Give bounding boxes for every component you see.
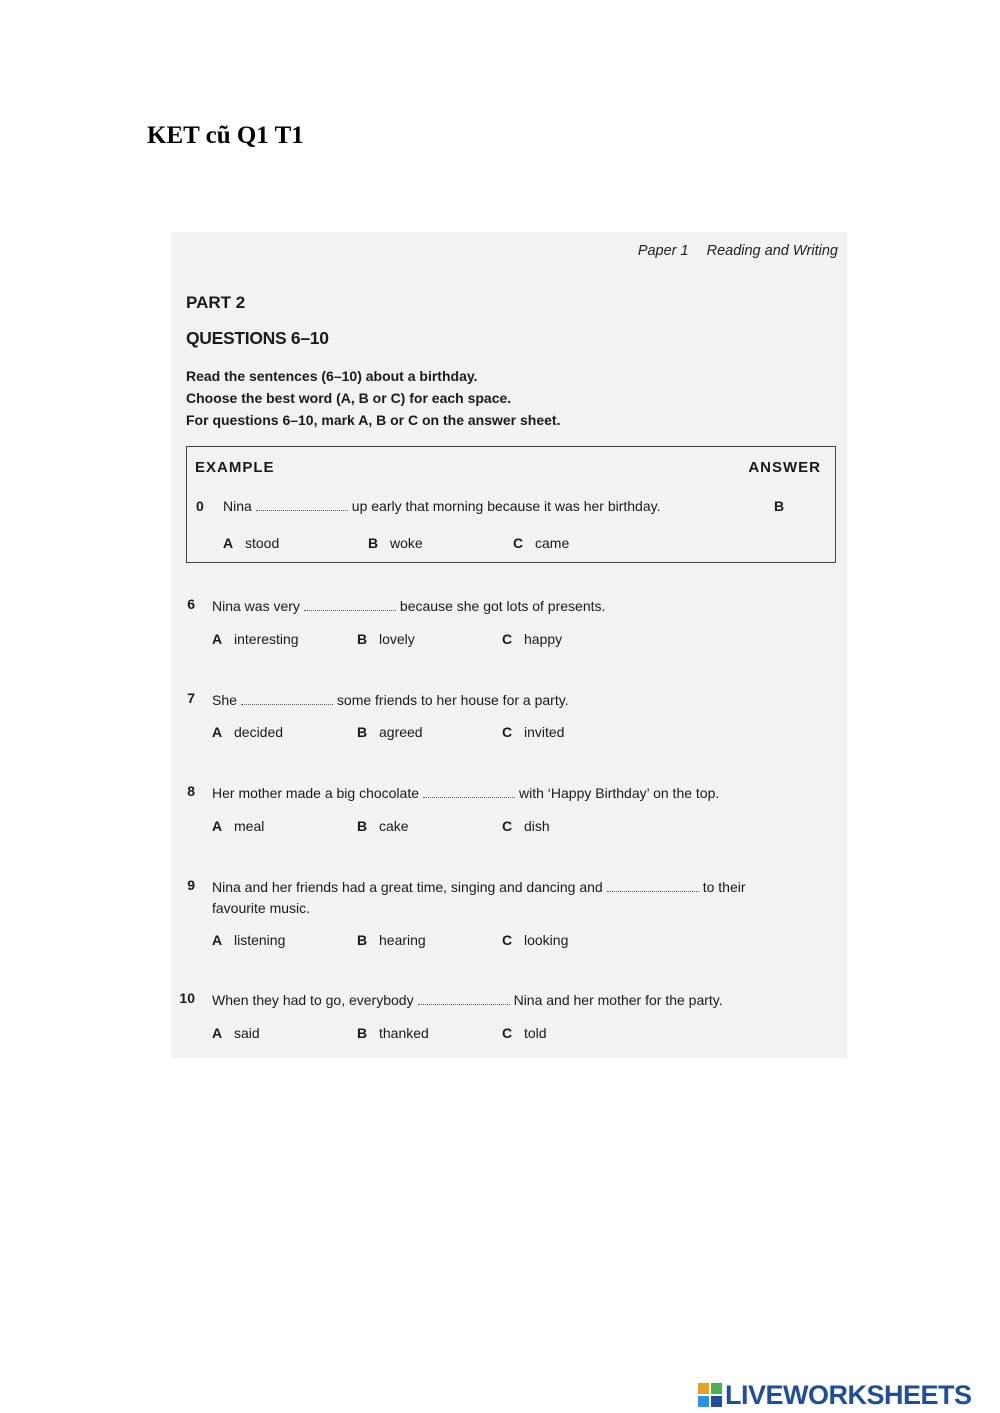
option-b: B agreed xyxy=(357,724,423,740)
paper-number: Paper 1 xyxy=(637,243,689,259)
paper-header xyxy=(638,243,838,259)
question-text: Her mother made a big chocolate with ‘Happy Birthday’ on the top. xyxy=(212,785,720,801)
question-text: She some friends to her house for a party. xyxy=(212,692,569,708)
answer-blank xyxy=(256,509,348,511)
question-number: 6 xyxy=(187,596,195,612)
option-c: C invited xyxy=(502,724,565,740)
option-b: B lovely xyxy=(357,631,415,647)
option-a: A said xyxy=(212,1025,260,1041)
option-b: B woke xyxy=(368,535,423,551)
paper-section: Reading and Writing xyxy=(706,243,838,259)
instruction-line: For questions 6–10, mark A, B or C on the answer sheet. xyxy=(186,412,561,428)
instruction-line: Choose the best word (A, B or C) for each space. xyxy=(186,390,512,406)
answer-blank xyxy=(423,796,515,798)
answer-blank xyxy=(607,890,699,892)
worksheet-scan xyxy=(171,232,847,1058)
instruction-line: Read the sentences (6–10) about a birthday. xyxy=(186,368,478,384)
option-c: C told xyxy=(502,1025,547,1041)
question-text: When they had to go, everybody Nina and her mother for the party. xyxy=(212,992,723,1008)
option-b: B hearing xyxy=(357,932,426,948)
option-a: A meal xyxy=(212,818,265,834)
question-text: Nina and her friends had a great time, singing and dancing and to their favourite music. xyxy=(212,879,746,916)
questions-title: QUESTIONS 6–10 xyxy=(186,328,329,348)
question-number: 10 xyxy=(179,990,195,1006)
option-c: C came xyxy=(513,535,570,551)
example-box xyxy=(186,446,836,563)
option-c: C dish xyxy=(502,818,550,834)
option-a: A decided xyxy=(212,724,284,740)
question-number: 8 xyxy=(187,783,195,799)
answer-blank xyxy=(241,703,333,705)
question-text: Nina was very because she got lots of presents. xyxy=(212,598,606,614)
option-b: B thanked xyxy=(357,1025,429,1041)
example-number: 0 xyxy=(196,498,204,514)
sentence-before: Nina xyxy=(223,498,252,514)
example-label: EXAMPLE xyxy=(195,459,275,476)
document-title: KET cũ Q1 T1 xyxy=(147,122,304,149)
liveworksheets-logo[interactable] xyxy=(697,1378,972,1412)
logo-grid-icon xyxy=(697,1382,723,1408)
option-a: A stood xyxy=(223,535,280,551)
option-a: A interesting xyxy=(212,631,299,647)
question-number: 9 xyxy=(187,877,195,893)
instructions xyxy=(186,365,560,431)
brand-name: LIVEWORKSHEETS xyxy=(725,1379,972,1410)
option-c: C looking xyxy=(502,932,569,948)
question-continuation: favourite music. xyxy=(212,900,311,916)
part-title: PART 2 xyxy=(186,293,246,312)
option-c: C happy xyxy=(502,631,563,647)
sentence-after: up early that morning because it was her birthday. xyxy=(351,498,661,514)
option-a: A listening xyxy=(212,932,286,948)
option-b: B cake xyxy=(357,818,409,834)
example-answer: B xyxy=(774,498,785,514)
question-number: 7 xyxy=(187,690,195,706)
answer-label: ANSWER xyxy=(748,459,821,476)
example-sentence xyxy=(223,498,660,514)
answer-blank xyxy=(304,609,396,611)
answer-blank xyxy=(418,1003,510,1005)
